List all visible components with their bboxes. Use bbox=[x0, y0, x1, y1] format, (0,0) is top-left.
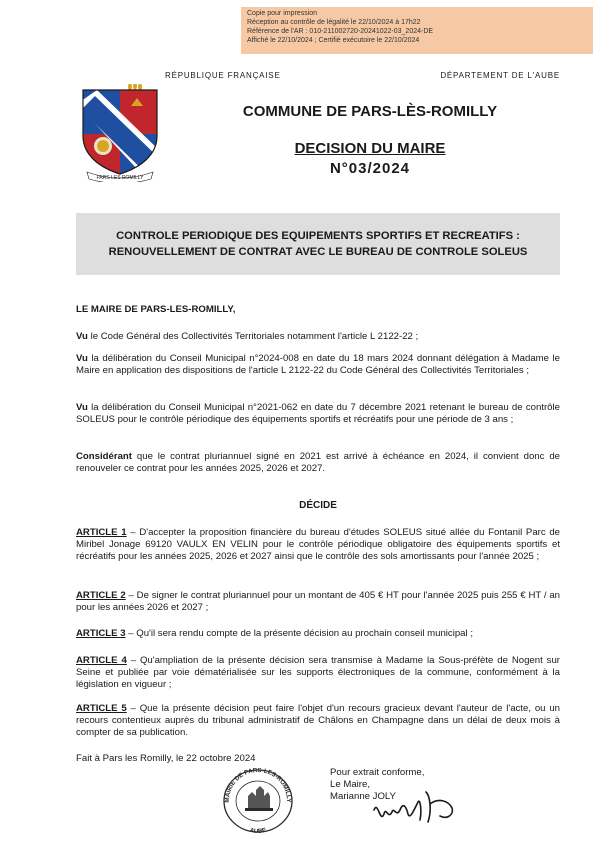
article-label: ARTICLE 4 bbox=[76, 655, 127, 666]
vu-text-1: le Code Général des Collectivités Territoriales notamment l'article L 2122-22 ; bbox=[87, 331, 419, 342]
departement-header: DÉPARTEMENT DE L'AUBE bbox=[440, 71, 560, 80]
legality-stamp bbox=[241, 7, 593, 54]
article-label: ARTICLE 2 bbox=[76, 590, 126, 601]
article-text: – D'accepter la proposition financière du bureau d'études SOLEUS situé allée du Fontanil Parc de Miribel Jonage 69120 VAULX EN VELIN pour le contrôle périodique obligatoire des équipements sportifs et récréatifs pour les années 2025, 2026 et 2027 ainsi que le contrôle des sols amortissants pour l'année 2025 ; bbox=[76, 527, 561, 562]
vu-label: Vu bbox=[76, 353, 88, 364]
mayor-heading bbox=[76, 304, 560, 316]
decision-number: N°03/2024 bbox=[329, 160, 411, 177]
decide-heading: DÉCIDE bbox=[299, 500, 337, 511]
extract-line: Pour extrait conforme, bbox=[330, 767, 425, 778]
article-text: – Que la présente décision peut faire l'objet d'un recours gracieux devant l'auteur de l'acte, ou un recours contentieux auprès du tribunal administratif de Châlons en Champagne dans un délai de deux mois à compter de sa publication. bbox=[76, 703, 560, 738]
handwritten-signature bbox=[370, 780, 460, 830]
subject-line-2: RENOUVELLEMENT DE CONTRAT AVEC LE BUREAU DE CONTROLE SOLEUS bbox=[108, 246, 528, 258]
republique-header: RÉPUBLIQUE FRANÇAISE bbox=[165, 71, 281, 80]
vu-label: Vu bbox=[76, 331, 88, 342]
article-2 bbox=[76, 590, 560, 614]
stamp-line: Référence de l'AR : 010-211002720-20241022-03_2024-DE bbox=[247, 28, 434, 35]
considerant-paragraph bbox=[76, 451, 560, 475]
vu-paragraph-2 bbox=[76, 353, 560, 377]
article-1 bbox=[76, 527, 560, 563]
seal-top-text: MAIRIE DE PARS-LES-ROMILLY bbox=[223, 768, 293, 803]
vu-text-3: la délibération du Conseil Municipal n°2021-062 en date du 7 décembre 2021 retenant le bureau de contrôle SOLEUS pour le contrôle périodique des équipements sportifs et récréatifs pour une période de 3 ans ; bbox=[76, 402, 560, 425]
stamp-line: Réception au contrôle de légalité le 22/10/2024 à 17h22 bbox=[247, 19, 421, 26]
article-label: ARTICLE 1 bbox=[76, 527, 127, 538]
vu-text-2: la délibération du Conseil Municipal n°2024-008 en date du 18 mars 2024 donnant délégation à Madame le Maire en application des dispositions de l'article L 2122-22 du Code Général des Collectivités Territoriales ; bbox=[76, 353, 560, 376]
subject-line-1: CONTROLE PERIODIQUE DES EQUIPEMENTS SPORTIFS ET RECREATIFS : bbox=[116, 230, 520, 242]
subject-banner bbox=[76, 213, 560, 275]
seal-bottom-text: AUBE bbox=[248, 826, 268, 834]
article-label: ARTICLE 3 bbox=[76, 628, 126, 639]
crest-motto: PARS LES ROMILLY bbox=[96, 175, 144, 181]
article-text: – Qu'il sera rendu compte de la présente décision au prochain conseil municipal ; bbox=[125, 628, 473, 639]
considerant-label: Considérant bbox=[76, 451, 132, 462]
coat-of-arms-icon bbox=[77, 84, 163, 182]
stamp-line: Copie pour impression bbox=[247, 10, 318, 17]
article-text: – De signer le contrat pluriannuel pour un montant de 405 € HT pour l'année 2025 puis 255 € HT / an pour les années 2026 et 2027 ; bbox=[76, 590, 560, 613]
vu-label: Vu bbox=[76, 402, 88, 413]
town-hall-seal-icon bbox=[221, 768, 295, 834]
mayor-name: Marianne JOLY bbox=[330, 791, 396, 802]
article-label: ARTICLE 5 bbox=[76, 703, 127, 714]
done-at: Fait à Pars les Romilly, le 22 octobre 2024 bbox=[76, 753, 256, 764]
commune-title: COMMUNE DE PARS-LÈS-ROMILLY bbox=[242, 103, 498, 120]
stamp-line: Affiché le 22/10/2024 ; Certifié exécutoire le 22/10/2024 bbox=[247, 37, 420, 44]
article-3 bbox=[76, 628, 560, 640]
role-line: Le Maire, bbox=[330, 779, 370, 790]
article-4 bbox=[76, 655, 560, 691]
article-text: – Qu'ampliation de la présente décision sera transmise à Madame la Sous-préfète de Nogent sur Seine et publiée par voie dématérialisée sur les supports électroniques de la commune, conformément à la législation en vigueur ; bbox=[76, 655, 560, 690]
decision-title: DECISION DU MAIRE bbox=[294, 140, 446, 157]
article-5 bbox=[76, 703, 560, 739]
mayor-label: LE MAIRE DE PARS-LES-ROMILLY, bbox=[76, 304, 236, 315]
considerant-text: que le contrat pluriannuel signé en 2021 est arrivé à échéance en 2024, il convient donc de renouveler ce contrat pour les années 2025, 2026 et 2027. bbox=[76, 451, 560, 474]
vu-paragraph-1 bbox=[76, 331, 560, 343]
vu-paragraph-3 bbox=[76, 402, 560, 426]
